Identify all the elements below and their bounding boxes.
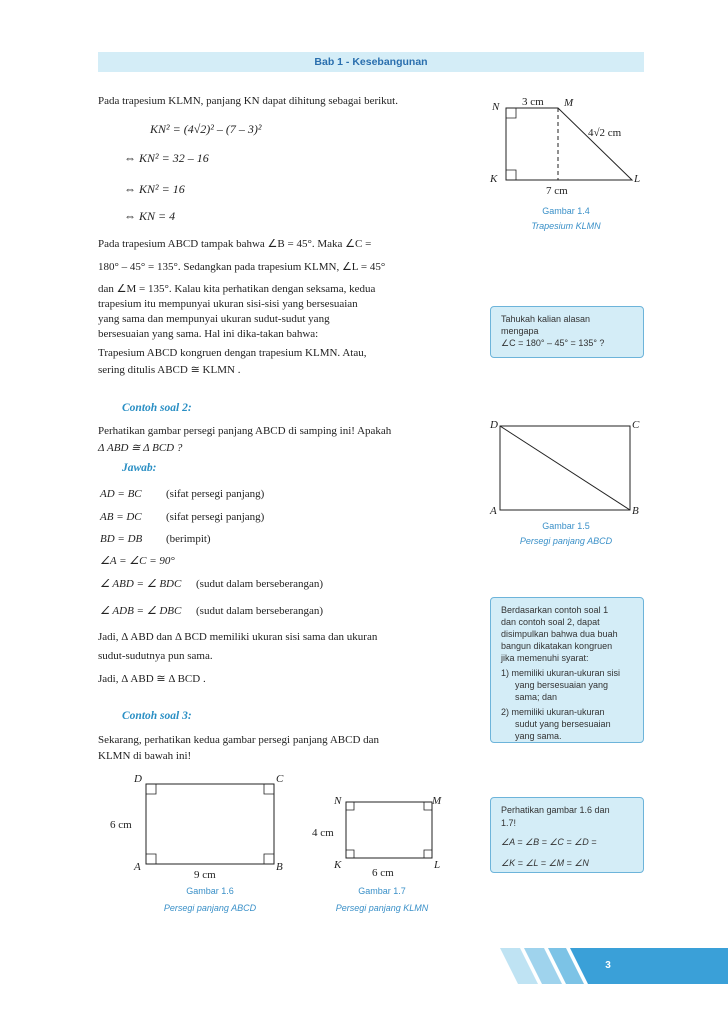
proof-reason: (sifat persegi panjang) bbox=[166, 488, 265, 500]
question-line: Perhatikan gambar persegi panjang ABCD di samping ini! Apakah bbox=[98, 425, 392, 437]
equation-4: ⇔ KN = 4 bbox=[124, 209, 176, 223]
info-box-3 bbox=[490, 797, 644, 873]
figure-1-4-caption: Gambar 1.4 bbox=[542, 206, 590, 216]
label-K: K bbox=[334, 859, 342, 871]
box-line: mengapa bbox=[501, 326, 539, 336]
label-N: N bbox=[334, 795, 342, 807]
chapter-header bbox=[98, 52, 644, 72]
label-A: A bbox=[134, 861, 141, 873]
box-line: Tahukah kalian alasan bbox=[501, 314, 591, 324]
figure-1-7-caption: Gambar 1.7 bbox=[358, 886, 406, 896]
box-item: 1) memiliki ukuran-ukuran sisi bbox=[501, 668, 621, 678]
figure-1-6-caption: Gambar 1.6 bbox=[186, 886, 234, 896]
box-line: 1.7! bbox=[501, 818, 517, 828]
question-line: Δ ABD ≅ Δ BCD ? bbox=[98, 442, 183, 454]
equation-3: ⇔ KN² = 16 bbox=[124, 182, 185, 196]
box-line: dan contoh soal 2, dapat bbox=[501, 617, 600, 627]
proof-left: BD = DB bbox=[100, 533, 143, 545]
figure-1-6-subcaption: Persegi panjang ABCD bbox=[163, 903, 257, 913]
box-item: yang sama. bbox=[515, 731, 562, 741]
proof-line: ∠A = ∠C = 90° bbox=[100, 555, 175, 567]
page-number: 3 bbox=[605, 960, 611, 971]
conclusion-line: sudut-sudutnya pun sama. bbox=[98, 650, 213, 662]
figure-1-5-rectangle bbox=[486, 416, 646, 520]
box-line: ∠K = ∠L = ∠M = ∠N bbox=[501, 858, 589, 868]
figure-1-7-subcaption: Persegi panjang KLMN bbox=[335, 903, 429, 913]
equation-1: KN² = (4√2)² – (7 – 3)² bbox=[150, 122, 262, 136]
box-item: 2) memiliki ukuran-ukuran bbox=[501, 707, 605, 717]
label-A: A bbox=[490, 505, 497, 517]
figure-1-7-rectangle bbox=[312, 792, 452, 882]
figure-1-6-rectangle bbox=[108, 770, 298, 882]
label-bottom-length: 9 cm bbox=[194, 869, 216, 881]
figure-1-4-trapezium bbox=[486, 92, 646, 202]
paragraph-line: trapesium itu mempunyai ukuran sisi-sisi yang bersesuaian bbox=[98, 298, 358, 310]
paragraph-line: Pada trapesium ABCD tampak bahwa ∠B = 45°. Maka ∠C = bbox=[98, 238, 372, 250]
box-line: bangun dikatakan kongruen bbox=[501, 641, 613, 651]
label-top-length: 3 cm bbox=[522, 96, 544, 108]
label-B: B bbox=[276, 861, 283, 873]
label-slant-length: 4√2 cm bbox=[588, 127, 622, 139]
proof-reason: (berimpit) bbox=[166, 533, 211, 545]
proof-left: ∠ ABD = ∠ BDC bbox=[100, 578, 182, 590]
conclusion-line: Jadi, Δ ABD ≅ Δ BCD . bbox=[98, 673, 206, 685]
box-line: disimpulkan bahwa dua buah bbox=[501, 629, 618, 639]
box-item: sama; dan bbox=[515, 692, 558, 702]
paragraph-line: yang sama dan mempunyai ukuran sudut-sudut yang bbox=[98, 313, 330, 325]
contoh-soal-3-heading: Contoh soal 3: bbox=[122, 710, 192, 722]
label-bottom-length: 6 cm bbox=[372, 867, 394, 879]
proof-reason: (sudut dalam berseberangan) bbox=[196, 578, 324, 590]
label-bottom-length: 7 cm bbox=[546, 185, 568, 197]
label-D: D bbox=[490, 419, 498, 431]
label-side-length: 4 cm bbox=[312, 827, 334, 839]
intro-line: Pada trapesium KLMN, panjang KN dapat dihitung sebagai berikut. bbox=[98, 95, 398, 107]
jawab-heading: Jawab: bbox=[122, 462, 157, 474]
label-side-length: 6 cm bbox=[110, 819, 132, 831]
paragraph-line: sering ditulis ABCD ≅ KLMN . bbox=[98, 364, 241, 376]
info-box-1 bbox=[490, 306, 644, 358]
label-K: K bbox=[490, 173, 498, 185]
contoh-soal-2-heading: Contoh soal 2: bbox=[122, 402, 192, 414]
info-box-2 bbox=[490, 597, 644, 743]
paragraph-line: dan ∠M = 135°. Kalau kita perhatikan dengan seksama, kedua bbox=[98, 283, 376, 295]
label-B: B bbox=[632, 505, 639, 517]
label-M: M bbox=[432, 795, 442, 807]
box-line: jika memenuhi syarat: bbox=[501, 653, 589, 663]
equation-2: ⇔ KN² = 32 – 16 bbox=[124, 151, 209, 165]
label-C: C bbox=[632, 419, 640, 431]
question-line: KLMN di bawah ini! bbox=[98, 750, 192, 762]
proof-reason: (sifat persegi panjang) bbox=[166, 511, 265, 523]
label-N: N bbox=[492, 101, 500, 113]
box-item: yang bersesuaian yang bbox=[515, 680, 609, 690]
figure-1-5-subcaption: Persegi panjang ABCD bbox=[519, 536, 613, 546]
box-line: Perhatikan gambar 1.6 dan bbox=[501, 805, 610, 815]
box-line: ∠C = 180° – 45° = 135° ? bbox=[501, 338, 605, 348]
chapter-title: Bab 1 - Kesebangunan bbox=[314, 56, 428, 68]
figure-1-4-subcaption: Trapesium KLMN bbox=[531, 221, 601, 231]
question-line: Sekarang, perhatikan kedua gambar persegi panjang ABCD dan bbox=[98, 734, 380, 746]
box-line: Berdasarkan contoh soal 1 bbox=[501, 605, 609, 615]
label-M: M bbox=[564, 97, 574, 109]
label-L: L bbox=[634, 173, 641, 185]
proof-left: AD = BC bbox=[100, 488, 142, 500]
label-D: D bbox=[134, 773, 142, 785]
proof-reason: (sudut dalam berseberangan) bbox=[196, 605, 324, 617]
paragraph-line: Trapesium ABCD kongruen dengan trapesium KLMN. Atau, bbox=[98, 347, 367, 359]
box-item: sudut yang bersesuaian bbox=[515, 719, 611, 729]
proof-left: AB = DC bbox=[100, 511, 142, 523]
conclusion-line: Jadi, Δ ABD dan Δ BCD memiliki ukuran sisi sama dan ukuran bbox=[98, 631, 378, 643]
paragraph-line: bersesuaian yang sama. Hal ini dika-takan bahwa: bbox=[98, 328, 319, 340]
label-L: L bbox=[434, 859, 441, 871]
figure-1-5-caption: Gambar 1.5 bbox=[542, 521, 590, 531]
label-C: C bbox=[276, 773, 284, 785]
proof-left: ∠ ADB = ∠ DBC bbox=[100, 605, 182, 617]
box-line: ∠A = ∠B = ∠C = ∠D = bbox=[501, 837, 597, 847]
paragraph-line: 180° – 45° = 135°. Sedangkan pada trapesium KLMN, ∠L = 45° bbox=[98, 261, 386, 273]
